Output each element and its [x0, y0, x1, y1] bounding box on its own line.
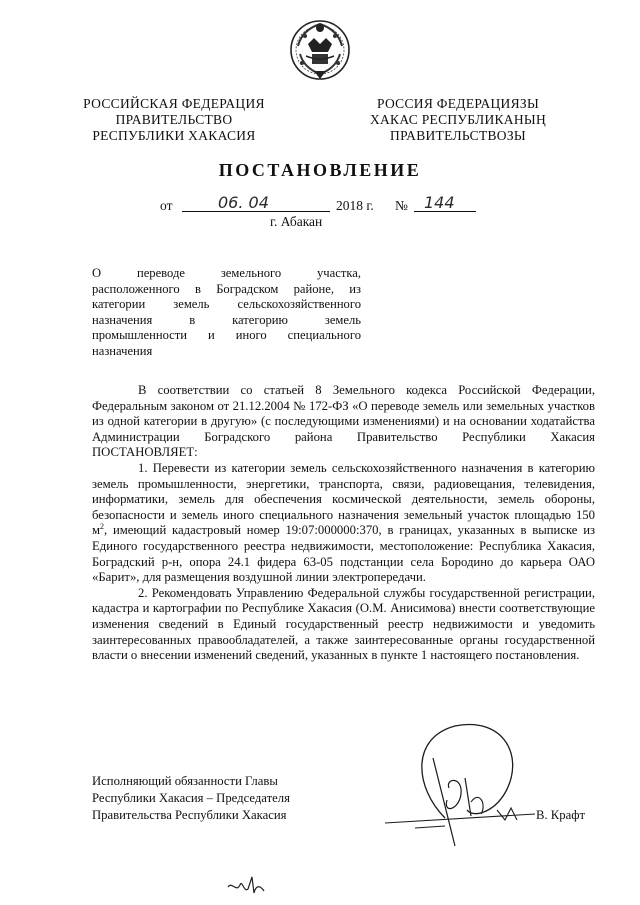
from-label: от [160, 198, 173, 213]
handwritten-mark [226, 873, 266, 897]
date-number-line [160, 193, 490, 216]
handwritten-signature [375, 718, 555, 848]
subject-line: промышленности и иного специального [92, 328, 361, 343]
signatory-line: Исполняющий обязанности Главы [92, 774, 278, 788]
document-body [92, 383, 595, 664]
city-label: г. Абакан [270, 214, 323, 229]
header-right-line: РОССИЯ ФЕДЕРАЦИЯЗЫ [376, 96, 540, 111]
number-label: № [395, 198, 408, 213]
subject-line: расположенного в Боградском районе, из [92, 281, 361, 296]
item-1-paragraph [92, 461, 595, 586]
header-right-khakas [358, 96, 558, 144]
item-1-text: 1. Перевести из категории земель сельскохозяйственного назначения в категорию земель промышленности, энергетики, транспорта, связи, радиовещания, телевидения, информатики, земель для обеспечения космической деятельности, земель обороны, безопасности и земель иного специального назначения земельный участок площадью 150 м [92, 460, 595, 538]
header-right-line: ХАКАС РЕСПУБЛИКАНЫҢ [369, 112, 547, 127]
preamble-paragraph: В соответствии со статьей 8 Земельного кодекса Российской Федерации, Федеральным законом от 21.12.2004 № 172-ФЗ «О переводе земель или земельных участков из одной категории в другую» (с последующими изменениями) и на основании ходатайства Администрации Боградского района Правительство Республики Хакасия ПОСТАНОВЛЯЕТ: [92, 383, 595, 460]
signatory-title [92, 773, 290, 824]
subject-line: назначения в категорию земель [92, 312, 361, 327]
header-left-line: ПРАВИТЕЛЬСТВО [115, 112, 233, 127]
item-2-paragraph: 2. Рекомендовать Управлению Федеральной службы государственной регистрации, кадастра и картографии по Республике Хакасия (О.М. Анисимова) внести соответствующие изменения сведений в Единый государственный реестр недвижимости и уведомить заинтересованных правообладателей, а также заинтересованные органы государственной власти о внесении изменений сведений, указанных в пункте 1 настоящего постановления. [92, 585, 595, 663]
header-left-line: РОССИЙСКАЯ ФЕДЕРАЦИЯ [83, 96, 265, 111]
header-left-line: РЕСПУБЛИКИ ХАКАСИЯ [92, 128, 256, 143]
number-handwritten: 144 [424, 193, 455, 212]
subject-line: назначения [92, 343, 153, 358]
signatory-name: В. Крафт [536, 808, 586, 822]
subject-line: категории земель сельскохозяйственного [92, 297, 361, 312]
signatory-line: Республики Хакасия – Председателя [92, 791, 290, 805]
header-right-line: ПРАВИТЕЛЬСТВОЗЫ [390, 128, 526, 143]
date-handwritten: 06. 04 [218, 193, 269, 212]
signatory-line: Правительства Республики Хакасия [92, 808, 287, 822]
header-left-ru [74, 96, 274, 144]
item-1-text-cont: , имеющий кадастровый номер 19:07:000000:370, в границах, указанных в выписке из Единого государственного реестра недвижимости, местоположение: Республика Хакасия, Боградский р-н, опора 24.1 фидера 63-05 подстанции села Бородино до карьера ОАО «Барит», для размещения воздушной линии электропередачи. [92, 523, 595, 585]
subject-line: О переводе земельного участка, [92, 266, 361, 280]
document-title: ПОСТАНОВЛЕНИЕ [218, 160, 422, 180]
subject-block [92, 266, 361, 360]
area-unit-superscript: 2 [100, 522, 105, 532]
year-text: 2018 г. [336, 198, 374, 213]
coat-of-arms-emblem [288, 16, 352, 82]
